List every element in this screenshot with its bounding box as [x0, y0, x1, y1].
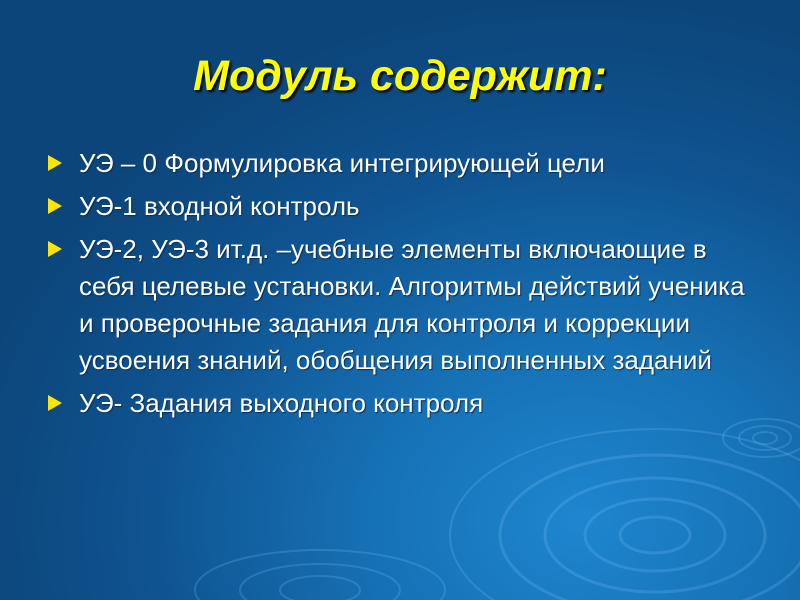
bullet-text: УЭ-2, УЭ-3 ит.д. –учебные элементы включающие в себя целевые установки. Алгоритмы действий ученика и проверочные задания для контроля и коррекции усвоения знаний, обобщения выполненных заданий	[79, 234, 745, 375]
arrow-bullet-icon	[48, 395, 62, 411]
arrow-bullet-icon	[48, 198, 62, 214]
bullet-item	[46, 188, 766, 225]
bullet-text: УЭ- Задания выходного контроля	[79, 388, 484, 418]
arrow-bullet-icon	[48, 241, 62, 257]
arrow-bullet-icon	[48, 155, 62, 171]
bullet-list	[46, 145, 766, 422]
slide-title: Модуль содержит:	[193, 52, 607, 100]
bullet-text: УЭ-1 входной контроль	[79, 191, 360, 221]
bullet-item	[46, 145, 766, 182]
bullet-item	[46, 385, 766, 422]
bullet-item	[46, 231, 766, 379]
bullet-text: УЭ – 0 Формулировка интегрирующей цели	[79, 148, 605, 178]
